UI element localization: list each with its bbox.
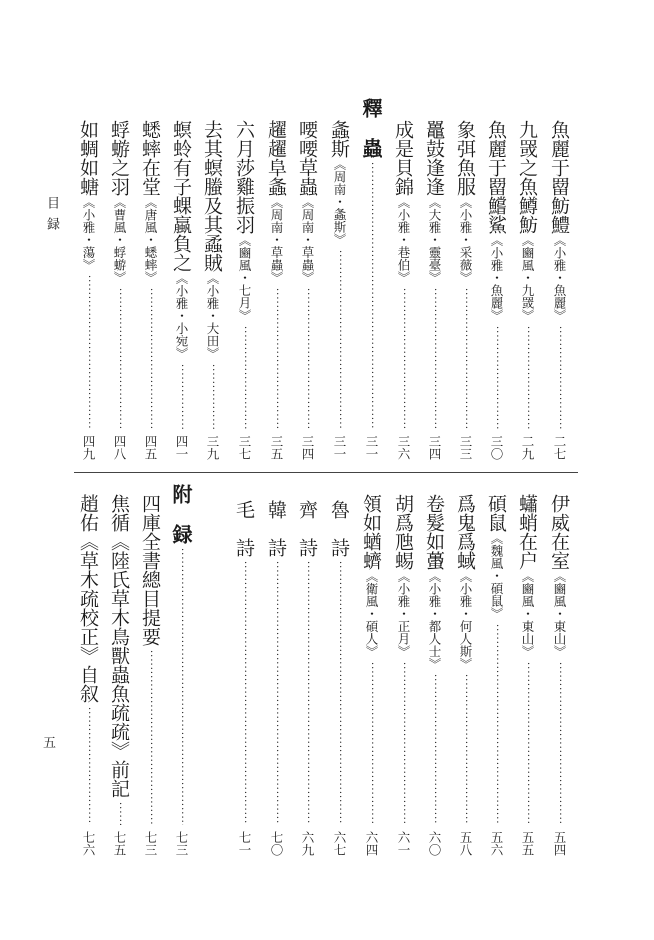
toc-entry[interactable]	[546, 494, 572, 856]
entry-title: 伊威在室	[548, 494, 570, 570]
toc-entry[interactable]	[326, 500, 352, 856]
entry-page: 三〇	[489, 435, 504, 460]
toc-entry[interactable]	[421, 120, 447, 460]
entry-page: 六四	[364, 831, 379, 856]
leader-dots	[137, 646, 163, 825]
entry-title: 趙佑《草木疏校正》自叙	[77, 494, 99, 703]
toc-entry[interactable]	[326, 120, 352, 460]
toc-entry[interactable]	[263, 500, 289, 856]
entry-page: 七五	[112, 831, 127, 856]
entry-page: 六一	[396, 831, 411, 856]
leader-dots	[199, 360, 225, 430]
leader-dots	[294, 557, 320, 825]
leader-dots	[483, 322, 509, 430]
entry-page: 五六	[489, 831, 504, 856]
toc-entry[interactable]	[294, 500, 320, 856]
toc-entry[interactable]	[106, 120, 132, 460]
toc-entry[interactable]	[514, 494, 540, 856]
toc-entry[interactable]	[514, 120, 540, 460]
entry-title: 趯趯阜螽	[265, 120, 287, 196]
leader-dots	[421, 284, 447, 430]
entry-title: 胡爲虺蜴	[392, 494, 414, 570]
toc-entry[interactable]	[106, 494, 132, 856]
leader-dots	[263, 284, 289, 430]
entry-page: 三一	[332, 435, 347, 460]
entry-title: 韓 詩	[265, 500, 287, 557]
leader-dots	[452, 670, 478, 825]
entry-source: 《衛風・碩人》	[364, 570, 379, 658]
entry-page: 四五	[143, 435, 158, 460]
entry-title: 魚麗于罶鱨鯊	[485, 120, 507, 234]
leader-dots	[168, 360, 194, 430]
toc-entry[interactable]	[452, 120, 478, 460]
register-divider	[74, 472, 578, 473]
toc-entry[interactable]	[231, 120, 257, 460]
leader-dots	[452, 284, 478, 430]
entry-source: 《豳風・東山》	[520, 570, 535, 658]
entry-title: 象弭魚服	[454, 120, 476, 196]
entry-title: 成是貝錦	[392, 120, 414, 196]
entry-page: 七三	[174, 831, 189, 856]
entry-page: 六〇	[427, 831, 442, 856]
entry-page: 六七	[332, 831, 347, 856]
toc-entry[interactable]	[294, 120, 320, 460]
entry-page: 二七	[552, 435, 567, 460]
leader-dots	[514, 658, 540, 826]
entry-source: 《曹風・蜉蝣》	[112, 196, 127, 284]
entry-page: 四八	[112, 435, 127, 460]
entry-page: 五五	[520, 831, 535, 856]
entry-source: 《豳風・九罭》	[520, 234, 535, 322]
entry-page: 六九	[300, 831, 315, 856]
toc-entry[interactable]	[390, 120, 416, 460]
entry-title: 蜉蝣之羽	[108, 120, 130, 196]
entry-source: 《豳風・東山》	[552, 570, 567, 658]
entry-title: 魚麗于罶魴鱧	[548, 120, 570, 234]
entry-title: 四庫全書總目提要	[139, 494, 161, 646]
entry-source: 《小雅・何人斯》	[458, 570, 473, 670]
entry-page: 五四	[552, 831, 567, 856]
leader-dots	[483, 620, 509, 826]
entry-title: 領如蝤蠐	[360, 494, 382, 570]
entry-title: 碩鼠	[485, 494, 507, 532]
running-title: 目録	[44, 196, 59, 238]
toc-entry[interactable]	[452, 494, 478, 856]
entry-source: 《周南・螽斯》	[332, 158, 347, 246]
entry-title: 鼉鼓逢逢	[423, 120, 445, 196]
toc-entry[interactable]	[421, 494, 447, 856]
entry-source: 《小雅・蕩》	[81, 196, 96, 271]
entry-page: 七〇	[269, 831, 284, 856]
entry-page: 四九	[81, 435, 96, 460]
leader-dots	[546, 658, 572, 826]
leader-dots	[231, 557, 257, 825]
toc-entry[interactable]	[199, 120, 225, 460]
entry-page: 三三	[458, 435, 473, 460]
entry-page: 七三	[143, 831, 158, 856]
toc-entry[interactable]	[231, 500, 257, 856]
entry-page: 三七	[237, 435, 252, 460]
leader-dots	[326, 557, 352, 825]
entry-source: 《小雅・小宛》	[174, 272, 189, 360]
leader-dots	[75, 703, 101, 825]
entry-page: 三五	[269, 435, 284, 460]
entry-page: 五八	[458, 831, 473, 856]
leader-dots	[263, 557, 289, 825]
toc-entry[interactable]	[546, 120, 572, 460]
toc-section-heading[interactable]	[168, 484, 194, 856]
entry-source: 《豳風・七月》	[237, 234, 252, 322]
leader-dots	[168, 544, 194, 825]
leader-dots	[358, 658, 384, 826]
leader-dots	[75, 271, 101, 429]
entry-source: 《小雅・魚麗》	[552, 234, 567, 322]
leader-dots	[421, 670, 447, 825]
entry-title: 六月莎雞振羽	[233, 120, 255, 234]
entry-title: 蠨蛸在户	[516, 494, 538, 570]
entry-page: 七一	[237, 831, 252, 856]
entry-page: 三九	[205, 435, 220, 460]
entry-title: 去其螟螣及其蟊賊	[201, 120, 223, 272]
entry-title: 喓喓草蟲	[296, 120, 318, 196]
entry-source: 《小雅・采薇》	[458, 196, 473, 284]
toc-entry[interactable]	[137, 494, 163, 856]
leader-dots	[137, 284, 163, 430]
entry-title: 九罭之魚鱒魴	[516, 120, 538, 234]
entry-title: 焦循《陸氏草木鳥獸蟲魚疏疏》前記	[108, 494, 130, 798]
entry-source: 《小雅・魚麗》	[489, 234, 504, 322]
toc-entry[interactable]	[483, 494, 509, 856]
entry-source: 《大雅・靈臺》	[427, 196, 442, 284]
entry-page: 四一	[174, 435, 189, 460]
toc-section-heading[interactable]	[358, 98, 384, 460]
entry-title: 魯 詩	[328, 500, 350, 557]
entry-page: 七六	[81, 831, 96, 856]
toc-entry[interactable]	[75, 120, 101, 460]
entry-title: 螽斯	[328, 120, 350, 158]
toc-entry[interactable]	[75, 494, 101, 856]
toc-entry[interactable]	[358, 494, 384, 856]
entry-title: 毛 詩	[233, 500, 255, 557]
entry-source: 《周南・草蟲》	[300, 196, 315, 284]
entry-page: 三四	[300, 435, 315, 460]
section-title: 附 録	[169, 484, 193, 544]
leader-dots	[326, 246, 352, 430]
toc-entry[interactable]	[390, 494, 416, 856]
entry-source: 《小雅・巷伯》	[396, 196, 411, 284]
entry-source: 《小雅・正月》	[396, 570, 411, 658]
entry-title: 齊 詩	[296, 500, 318, 557]
section-title: 釋 蟲	[359, 98, 383, 158]
entry-source: 《唐風・蟋蟀》	[143, 196, 158, 284]
entry-title: 螟蛉有子蜾蠃負之	[170, 120, 192, 272]
toc-entry[interactable]	[483, 120, 509, 460]
entry-page: 三一	[364, 435, 379, 460]
leader-dots	[546, 322, 572, 430]
entry-title: 爲鬼爲蜮	[454, 494, 476, 570]
entry-page: 三六	[396, 435, 411, 460]
entry-title: 如蜩如螗	[77, 120, 99, 196]
entry-title: 蟋蟀在堂	[139, 120, 161, 196]
page-number: 五	[43, 736, 57, 751]
entry-source: 《魏風・碩鼠》	[489, 532, 504, 620]
entry-title: 卷髮如蠆	[423, 494, 445, 570]
leader-dots	[390, 658, 416, 826]
leader-dots	[294, 284, 320, 430]
entry-source: 《小雅・都人士》	[427, 570, 442, 670]
entry-source: 《周南・草蟲》	[269, 196, 284, 284]
toc-entry[interactable]	[168, 120, 194, 460]
toc-entry[interactable]	[263, 120, 289, 460]
entry-page: 二九	[520, 435, 535, 460]
leader-dots	[514, 322, 540, 430]
leader-dots	[106, 798, 132, 825]
toc-entry[interactable]	[137, 120, 163, 460]
entry-source: 《小雅・大田》	[205, 272, 220, 360]
entry-page: 三四	[427, 435, 442, 460]
leader-dots	[231, 322, 257, 430]
leader-dots	[390, 284, 416, 430]
leader-dots	[358, 158, 384, 429]
leader-dots	[106, 284, 132, 430]
